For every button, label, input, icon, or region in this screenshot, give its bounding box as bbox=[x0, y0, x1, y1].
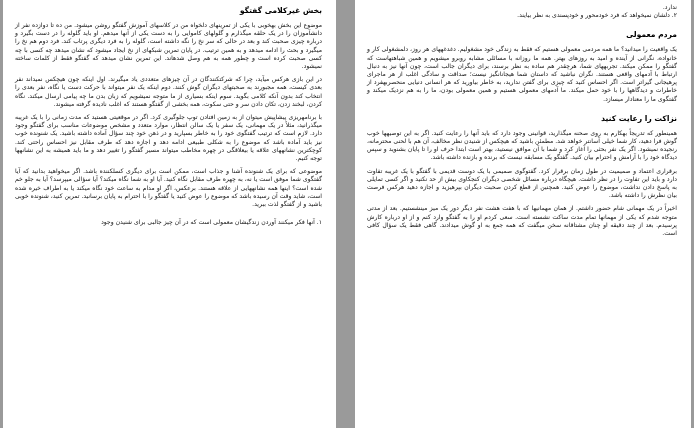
body-paragraph: موضوعی که برای یک شنونده آشنا و جذاب است، ممکن است برای دیگری کسلکننده باشد. اگر میخواهید بدانید که آیا گفتگوی شما موفق است یا نه، به چهره طرف مقابل نگاه کنید. آیا او به شما نگاه میکند؟ آیا سؤالی میپرسد؟ آیا به جلو خم شده است؟ اینها همه نشانههایی از علاقه هستند. برعکس، اگر او مدام به ساعت خود نگاه میکند یا به اطراف خیره شده است، شاید وقت آن رسیده باشد که موضوع را عوض کنید یا گفتگو را با احترام به پایان برسانید. تمرین کنید، شنونده خوبی باشید و از گفتگو لذت ببرید. bbox=[15, 168, 322, 209]
body-paragraph: با برنامهریزی پیشاپیش میتوان از به زمین افتادن توپ جلوگیری کرد. اگر در موقعیتی هستید که مدت زمانی را با یک غریبه میگذرانید، مثلاً در یک مهمانی، یک سفر یا یک سالن انتظار، موارد متعدد و مشخص موضوعات مناسب برای گفتگو وجود دارد. لازم است که ترتیب گفتگوی خود را به خاطر بسپارید و در ذهن خود چند سؤال آماده داشته باشید. یک شنونده خوب نیز باید آماده باشد که موضوع را به شکلی طبیعی ادامه دهد و اجازه دهد که طرف مقابل نیز احساس راحتی کند. کوچکترین نشانههای علاقه یا بیعلاقگی در چهره مخاطب میتواند مسیر گفتگو را تغییر دهد و ما باید همیشه به این نشانهها توجه کنیم. bbox=[15, 114, 322, 163]
section-heading: مردم معمولی bbox=[626, 30, 677, 40]
right-page bbox=[355, 0, 691, 428]
continued-list-fragment: ندارد. bbox=[662, 4, 677, 11]
numbered-list-item: ۱. آنها فکر میکنند آوردن زندگیشان معمولی است که در آن چیز جالبی برای شنیدن وجود bbox=[101, 219, 322, 227]
body-paragraph: در این بازی هرکس میآید، چرا که شرکتکنندگان در آن چیزهای متعددی یاد میگیرند. اول اینکه چون هیچکس نمیداند نفر بعدی کیست، همه مجبورند به صحبتهای دیگران گوش کنند. دوم اینکه یک نفر میتواند با حرکت دست یا نگاه، نفر بعدی را انتخاب کند بدون آنکه کلامی بگوید. سوم اینکه بسیاری از ما متوجه نمیشویم که زبان بدن ما چه پیامی ارسال میکند. نگاه کردن، لبخند زدن، تکان دادن سر و حتی سکوت، همه بخشی از گفتگو هستند که اغلب نادیده گرفته میشوند. bbox=[15, 76, 322, 108]
body-paragraph: اخیراً در یک مهمانی شام حضور داشتم. از همان مهمانیها که با هفت هشت نفر دیگر دور یک میز مینشستیم. بعد از مدتی متوجه شدم که یکی از مهمانها تمام مدت ساکت نشسته است. سعی کردم او را به گفتگو وارد کنم و از او درباره کارش پرسیدم. بعد از چند دقیقه او چنان مشتاقانه سخن میگفت که همه جمع به او گوش میدادند. گاهی فقط یک سؤال کافی است. bbox=[367, 205, 677, 238]
section-heading: بخش غیرکلامی گفتگو bbox=[239, 6, 322, 15]
page-gutter bbox=[336, 0, 355, 428]
body-paragraph: برقراری اعتماد و صمیمیت در طول زمان برقرار کرد. گفتوگوی صمیمی با یک دوست قدیمی با گفتگو با یک غریبه تفاوت دارد و باید این تفاوت را در نظر داشت. هیچگاه درباره مسائل شخصی دیگران کنجکاوی بیش از حد نکنید و اگر کسی تمایلی به پاسخ دادن نداشت، موضوع را عوض کنید. همچنین از قطع کردن صحبت دیگران بپرهیزید و اجازه دهید هرکس فرصت بیان نظرش را داشته باشد. bbox=[367, 167, 677, 200]
section-heading: نزاکت را رعایت کنید bbox=[601, 113, 677, 123]
body-paragraph: همینطور که تدریجاً بهکارم به روی صحنه میگذارید، قوانینی وجود دارد که باید آنها را رعایت کنید. اگر به این توصیهها خوب گوش فرا دهید، کار شما خیلی آسانتر خواهد شد. مطمئن باشید که هیچکس از شنیدن نظر مخالف، آن هم با لحنی محترمانه، رنجیده نمیشود. اگر یک نفر بحثی را آغاز کرد و شما با آن موافق نیستید، بهتر است ابتدا حرف او را تا پایان بشنوید و سپس دیدگاه خود را با آرامش و احترام بیان کنید. گفتگو یک مسابقه نیست که برنده و بازنده داشته باشد. bbox=[367, 129, 677, 162]
body-paragraph: موضوع این بخش بهخوبی با یکی از تمرینهای دلخواه من در کلاسهای آموزش گفتگو روشن میشود. من ده تا دوازده نفر از دانشآموزان را در یک حلقه میگذارم و گلولهای کاموایی را به دست یکی از آنها میدهم. او باید گلوله را در دست بگیرد و درباره چیزی صحبت کند و بعد در حالی که سر نخ را نگه داشته است، گلوله را به فرد دیگری پرتاب کند. فرد دوم هم نخ را میگیرد و بحث را ادامه میدهد و به همین ترتیب. در پایان تمرین شبکهای از نخ ایجاد میشود که نشان میدهد چه کسی با چه کسی صحبت کرده است و چطور همه به هم وصل شدهاند. این تمرین نشان میدهد که گفتگو فقط از کلمات ساخته نمیشود. bbox=[15, 22, 322, 71]
numbered-list-item: ۲. دلشان نمیخواهد که فرد خودمحور و خودپسندی به نظر بیایند. bbox=[517, 12, 677, 20]
left-page bbox=[3, 0, 336, 428]
body-paragraph: یک واقعیت را میدانید؟ ما همه مردمی معمولی هستیم که فقط به زندگی خود مشغولیم. دغدغههای هر روز، دلمشغولی کار و خانواده، نگرانی از آینده و امید به روزهای بهتر. همه ما روزانه با مسائلی مشابه روبرو میشویم و همین شباهتهاست که گفتگو را ممکن میکند. تجربههای شما، هرچقدر هم ساده به نظر برسند، برای دیگران جالب است، چون آنها نیز به دنبال ارتباط با آدمهای واقعی هستند. نگران نباشید که داستان شما هیجانانگیز نیست؛ صداقت و سادگی اغلب از هر ماجرای پرهیجانی گیراتر است. اگر احساس کنید که چیزی برای گفتن ندارید، به خاطر بیاورید که هر انسانی دنیایی منحصربهفرد از خاطرات و دیدگاهها را با خود حمل میکند. ما آدمهای معمولی هستیم و همین معمولی بودن، ما را به هم نزدیک میکند و گفتگوی ما را معنادار میسازد. bbox=[367, 46, 677, 103]
